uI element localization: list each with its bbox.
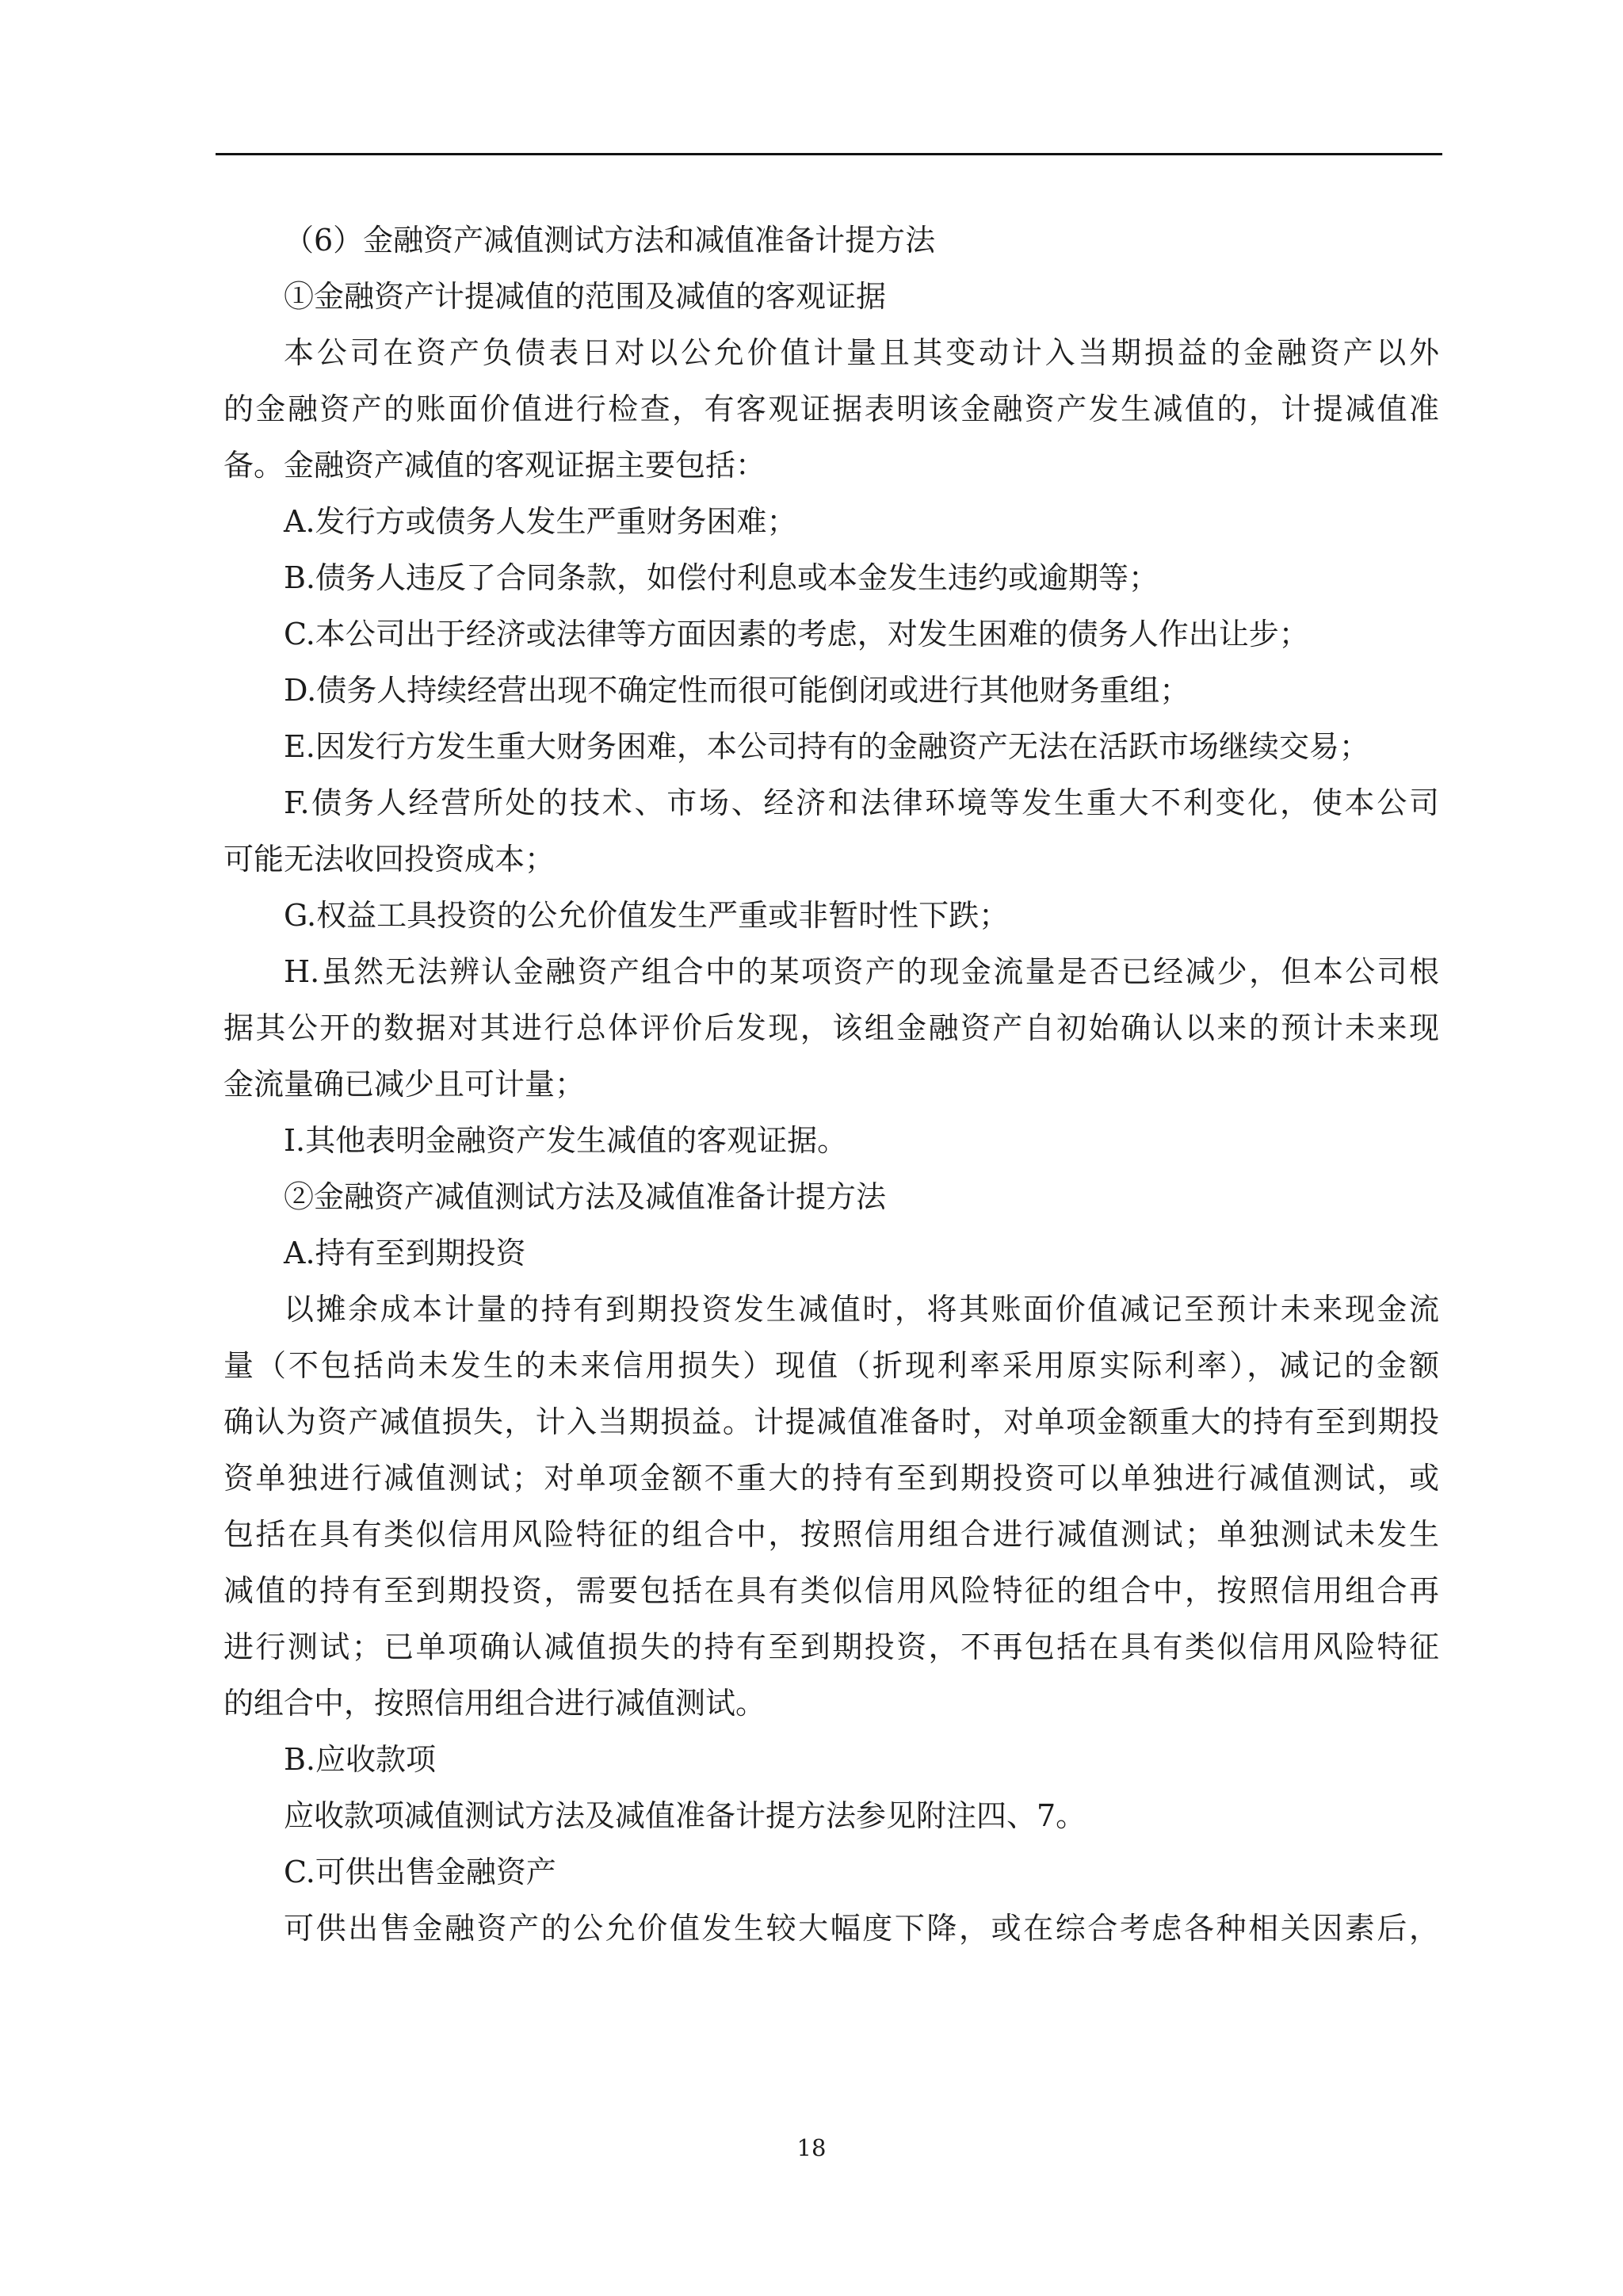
paragraph-line: 进行测试；已单项确认减值损失的持有至到期投资，不再包括在具有类似信用风险特征: [223, 1629, 1439, 1664]
paragraph-line: 备。金融资产减值的客观证据主要包括：: [223, 448, 766, 483]
subsection-heading: ①金融资产计提减值的范围及减值的客观证据: [284, 279, 887, 314]
item-heading: B.应收款项: [284, 1742, 437, 1777]
paragraph-line: 本公司在资产负债表日对以公允价值计量且其变动计入当期损益的金融资产以外: [284, 335, 1439, 370]
list-item-continuation: 据其公开的数据对其进行总体评价后发现，该组金融资产自初始确认以来的预计未来现: [223, 1010, 1439, 1045]
document-body: [223, 212, 1439, 1957]
list-item-continuation: 金流量确已减少且可计量；: [223, 1067, 586, 1102]
list-item: C.本公司出于经济或法律等方面因素的考虑，对发生困难的债务人作出让步；: [284, 617, 1309, 651]
paragraph-line: 以摊余成本计量的持有到期投资发生减值时，将其账面价值减记至预计未来现金流: [284, 1292, 1439, 1327]
paragraph-line: 可供出售金融资产的公允价值发生较大幅度下降，或在综合考虑各种相关因素后，: [284, 1911, 1439, 1946]
page-number: 18: [796, 2134, 827, 2161]
list-item: B.债务人违反了合同条款，如偿付利息或本金发生违约或逾期等；: [284, 560, 1159, 595]
list-item: E.因发行方发生重大财务困难，本公司持有的金融资产无法在活跃市场继续交易；: [284, 729, 1369, 764]
paragraph-line: 资单独进行减值测试；对单项金额不重大的持有至到期投资可以单独进行减值测试，或: [223, 1461, 1439, 1496]
paragraph-line: 减值的持有至到期投资，需要包括在具有类似信用风险特征的组合中，按照信用组合再: [223, 1573, 1439, 1608]
list-item: F.债务人经营所处的技术、市场、经济和法律环境等发生重大不利变化，使本公司: [284, 785, 1439, 820]
list-item: D.债务人持续经营出现不确定性而很可能倒闭或进行其他财务重组；: [284, 673, 1190, 708]
list-item: I.其他表明金融资产发生减值的客观证据。: [284, 1123, 848, 1158]
list-item: H.虽然无法辨认金融资产组合中的某项资产的现金流量是否已经减少，但本公司根: [284, 954, 1439, 989]
paragraph-line: 的组合中，按照信用组合进行减值测试。: [223, 1686, 766, 1721]
section-heading: （6）金融资产减值测试方法和减值准备计提方法: [284, 223, 936, 258]
item-heading: A.持有至到期投资: [284, 1236, 526, 1270]
list-item-continuation: 可能无法收回投资成本；: [223, 842, 556, 877]
list-item: G.权益工具投资的公允价值发生严重或非暂时性下跌；: [284, 898, 1010, 933]
paragraph-line: 应收款项减值测试方法及减值准备计提方法参见附注四、7。: [284, 1798, 1086, 1833]
subsection-heading: ②金融资产减值测试方法及减值准备计提方法: [284, 1179, 887, 1214]
item-heading: C.可供出售金融资产: [284, 1855, 556, 1889]
list-item: A.发行方或债务人发生严重财务困难；: [284, 504, 797, 539]
paragraph-line: 量（不包括尚未发生的未来信用损失）现值（折现利率采用原实际利率），减记的金额: [223, 1348, 1439, 1383]
paragraph-line: 确认为资产减值损失，计入当期损益。计提减值准备时，对单项金额重大的持有至到期投: [223, 1404, 1439, 1439]
paragraph-line: 包括在具有类似信用风险特征的组合中，按照信用组合进行减值测试；单独测试未发生: [223, 1517, 1439, 1552]
paragraph-line: 的金融资产的账面价值进行检查，有客观证据表明该金融资产发生减值的，计提减值准: [223, 392, 1439, 426]
header-rule: [216, 153, 1442, 155]
